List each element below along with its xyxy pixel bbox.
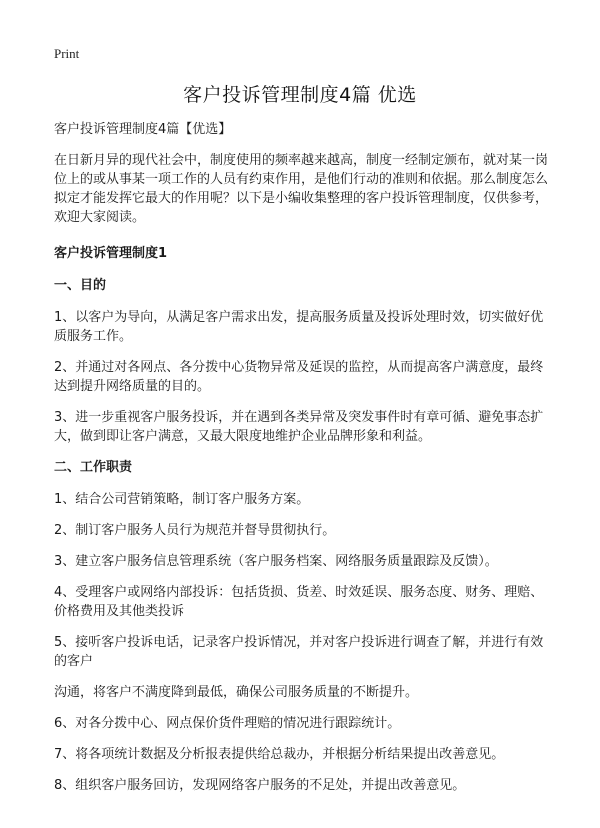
- list-item: 5、接听客户投诉电话，记录客户投诉情况，并对客户投诉进行调查了解，并进行有效的客户: [54, 635, 544, 669]
- list-item: 3、建立客户服务信息管理系统（客户服务档案、网络服务质量跟踪及反馈）。: [54, 554, 498, 569]
- section-title: 客户投诉管理制度1: [54, 246, 168, 261]
- list-item: 8、组织客户服务回访，发现网络客户服务的不足处，并提出改善意见。: [54, 778, 466, 793]
- section-heading-purpose: 一、目的: [54, 278, 107, 293]
- list-item: 4、受理客户或网络内部投诉：包括货损、货差、时效延误、服务态度、财务、理赔、价格费用及其他类投诉: [54, 585, 544, 619]
- document-title: 客户投诉管理制度4篇 优选: [183, 84, 417, 106]
- list-item: 3、进一步重视客户服务投诉，并在遇到各类异常及突发事件时有章可循、避免事态扩大，做到即让客户满意，又最大限度地维护企业品牌形象和利益。: [54, 410, 544, 444]
- list-item: 7、将各项统计数据及分析报表提供给总裁办，并根据分析结果提出改善意见。: [54, 747, 505, 762]
- list-item: 1、结合公司营销策略，制订客户服务方案。: [54, 492, 310, 507]
- list-item: 沟通，将客户不满度降到最低，确保公司服务质量的不断提升。: [54, 685, 419, 700]
- document-subtitle: 客户投诉管理制度4篇【优选】: [54, 122, 232, 137]
- intro-paragraph: 在日新月异的现代社会中，制度使用的频率越来越高，制度一经制定颁布，就对某一岗位上的或从事某一项工作的人员有约束作用，是他们行动的准则和依据。那么制度怎么拟定才能发挥它最大的作用呢？以下是小编收集整理的客户投诉管理制度，仅供参考，欢迎大家阅读。: [54, 153, 549, 225]
- section-heading-duties: 二、工作职责: [54, 460, 133, 475]
- list-item: 6、对各分拨中心、网点保价货件理赔的情况进行跟踪统计。: [54, 716, 401, 731]
- document-body: [54, 120, 554, 807]
- print-label[interactable]: Print: [54, 46, 80, 61]
- list-item: 1、以客户为导向，从满足客户需求出发，提高服务质量及投诉处理时效，切实做好优质服务工作。: [54, 310, 544, 344]
- list-item: 2、制订客户服务人员行为规范并督导贯彻执行。: [54, 523, 336, 538]
- list-item: 2、并通过对各网点、各分拨中心货物异常及延误的监控，从而提高客户满意度，最终达到提升网络质量的目的。: [54, 360, 544, 394]
